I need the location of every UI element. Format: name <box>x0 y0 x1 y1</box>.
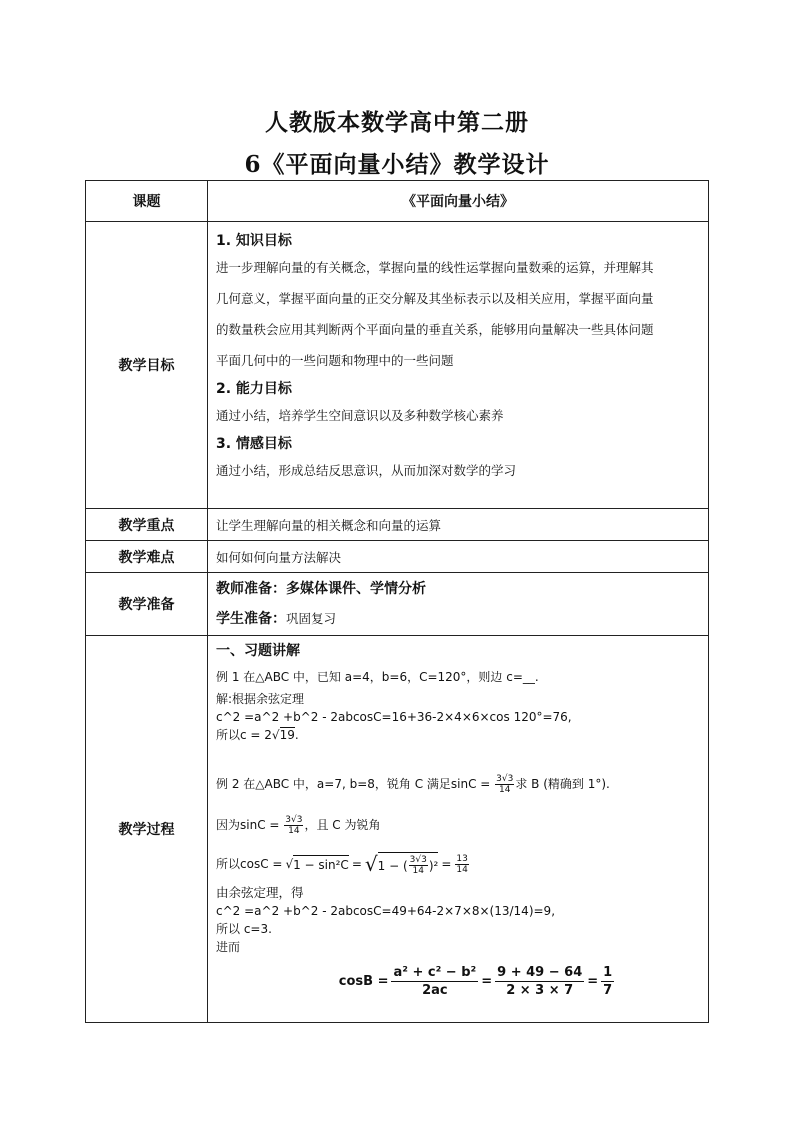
label-topic: 课题 <box>86 181 208 222</box>
lesson-plan-table <box>85 180 709 1023</box>
value-key: 让学生理解向量的相关概念和向量的运算 <box>208 509 709 541</box>
example2-calc: c^2 =a^2 +b^2 - 2abcosC=49+64-2×7×8×(13/14)=9, <box>216 904 556 918</box>
final-fraction-2 <box>495 964 584 999</box>
doc-title-line1: 人教版本数学高中第二册 <box>265 109 529 136</box>
fraction-num: 3√3 <box>285 815 303 825</box>
value-topic: 《平面向量小结》 <box>208 181 709 222</box>
fraction <box>495 774 514 795</box>
example1-result <box>216 726 700 744</box>
final-lhs: cosB = <box>338 974 389 989</box>
example1-solution: 解:根据余弦定理 <box>216 692 305 706</box>
row-difficulty <box>86 541 709 573</box>
cos-root2 <box>378 852 439 876</box>
ex1-result-prefix: 所以c = 2 <box>216 728 272 742</box>
example2 <box>216 774 700 795</box>
final-formula: cosB = $\frac{\text{a² + c² − b²}}{2ac}$ = $\frac{9 + 49 - 64}{2 \times 3 \times 7}$ = $\frac{1}{7}$ <box>338 965 613 998</box>
label-prep: 教学准备 <box>86 573 208 636</box>
fraction-den: 14 <box>499 785 511 795</box>
fraction-num: 3√3 <box>496 774 514 784</box>
fraction-den: 14 <box>288 826 300 836</box>
fraction <box>284 815 303 836</box>
label-goals: 教学目标 <box>86 222 208 509</box>
fraction-num: 3√3 <box>409 855 427 865</box>
example2-result: 所以 c=3. <box>216 922 272 936</box>
because-suffix: ，且 C 为锐角 <box>304 818 381 832</box>
final-f3-num: 1 <box>603 965 613 980</box>
goal-text-emotion: 通过小结，形成总结反思意识，从而加深对数学的学习 <box>216 463 517 478</box>
row-goals <box>86 222 709 509</box>
sqrt-icon: √ <box>271 728 280 742</box>
final-f2-num: 9 + 49 − 64 <box>497 965 583 980</box>
ex2-suffix: 求 B (精确到 1°). <box>515 777 610 791</box>
cos-result-den: 14 <box>456 864 468 875</box>
label-process: 教学过程 <box>86 636 208 1023</box>
cos-root2-pre: 1 − ( <box>377 858 408 873</box>
goal-text-line: 的数量秩会应用其判断两个平面向量的垂直关系，能够用向量解决一些具体问题 <box>216 322 654 337</box>
label-key: 教学重点 <box>86 509 208 541</box>
final-f3-den: 7 <box>603 983 613 998</box>
goals-content <box>208 222 709 509</box>
process-section-heading: 一、习题讲解 <box>216 643 300 659</box>
fraction-den: 14 <box>412 866 424 876</box>
final-f1-num: a² + c² − b² <box>393 965 477 980</box>
because-line <box>216 815 700 836</box>
fraction <box>409 855 428 876</box>
cos-result-fraction <box>455 854 468 875</box>
final-f2-den: 2 × 3 × 7 <box>506 983 574 998</box>
row-prep <box>86 573 709 636</box>
sqrt-icon: √ <box>364 852 378 876</box>
because-prefix: 因为sinC = <box>216 818 280 832</box>
final-f1-den: 2ac <box>422 983 448 998</box>
goal-text-line: 几何意义，掌握平面向量的正交分解及其坐标表示以及相关应用，掌握平面向量 <box>216 291 654 306</box>
goal-text-line: 平面几何中的一些问题和物理中的一些问题 <box>216 353 454 368</box>
row-key <box>86 509 709 541</box>
ex1-result-root: 19 <box>279 728 295 742</box>
sqrt-icon: √ <box>285 857 294 871</box>
cos-prefix: 所以cosC = <box>216 857 283 871</box>
goal-text-line: 进一步理解向量的有关概念，掌握向量的线性运掌握向量数乘的运算，并理解其 <box>216 260 654 275</box>
cos-line: 所以cosC = √ 1 − sin²C = √ 1 − ( $\frac{3√3}{14}$ )² = $\frac{13}{14}$ <box>216 852 468 876</box>
value-difficulty: 如何如何向量方法解决 <box>208 541 709 573</box>
final-fraction-3 <box>601 964 614 999</box>
label-difficulty: 教学难点 <box>86 541 208 573</box>
process-content <box>208 636 709 1023</box>
law-of-cosines: 由余弦定理，得 <box>216 885 304 900</box>
row-process <box>86 636 709 1023</box>
doc-title-line2: 6《平面向量小结》教学设计 <box>244 151 550 178</box>
goal-heading-emotion: 3. 情感目标 <box>216 436 292 452</box>
student-prep-value: 巩固复习 <box>286 611 337 626</box>
final-fraction-1 <box>391 964 478 999</box>
cos-result-num: 13 <box>456 853 468 864</box>
goal-heading-knowledge: 1. 知识目标 <box>216 233 292 249</box>
example1: 例 1 在△ABC 中，已知 a=4，b=6，C=120°，则边 c=__. <box>216 670 539 684</box>
student-prep-label: 学生准备： <box>216 611 286 627</box>
row-topic <box>86 181 709 222</box>
ex2-prefix: 例 2 在△ABC 中，a=7, b=8，锐角 C 满足sinC = <box>216 777 491 791</box>
cos-root1: 1 − sin²C <box>293 855 349 874</box>
teacher-prep-value: 多媒体课件、学情分析 <box>286 581 426 597</box>
goal-heading-ability: 2. 能力目标 <box>216 381 292 397</box>
teacher-prep-label: 教师准备： <box>216 581 286 597</box>
example1-calc: c^2 =a^2 +b^2 - 2abcosC=16+36-2×4×6×cos 120°=76, <box>216 710 572 724</box>
prep-content <box>208 573 709 636</box>
goal-text-ability: 通过小结，培养学生空间意识以及多种数学核心素养 <box>216 408 504 423</box>
then-text: 进而 <box>216 940 241 954</box>
ex1-result-suffix: . <box>294 728 299 742</box>
cos-root2-post: )² <box>428 858 439 873</box>
